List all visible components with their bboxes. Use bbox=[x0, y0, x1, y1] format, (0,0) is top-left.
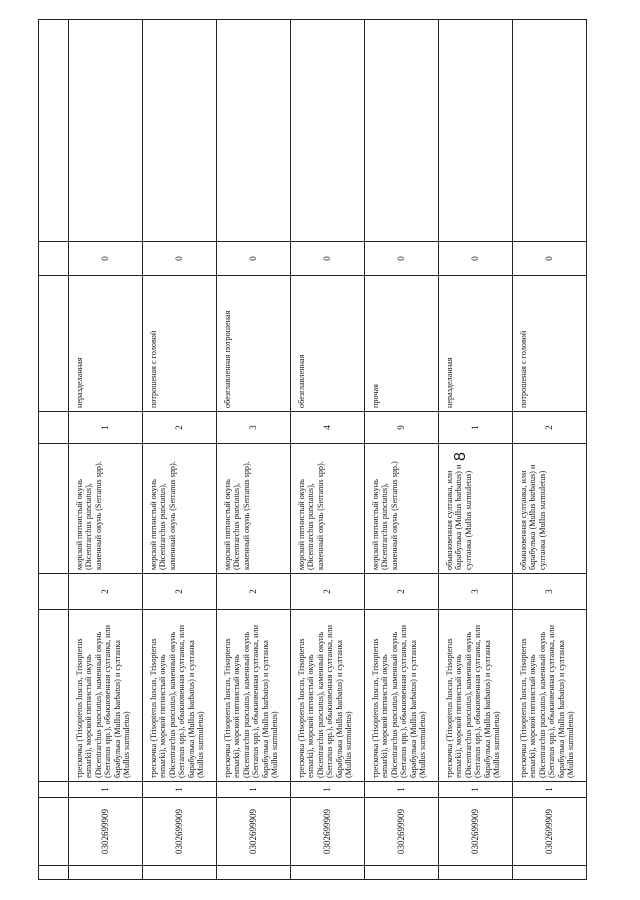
stub-cell bbox=[39, 574, 69, 610]
table-row bbox=[291, 20, 365, 880]
table-row bbox=[365, 20, 439, 880]
blank-cell bbox=[217, 20, 291, 242]
species-all-cell: трескочка (Trisopterus luscus, Trisopterus esmarki), морской пятнистый окунь (Dicentrarchus punctatus), каменный окунь (Serranus spp.), обыкновенная султанка, или барабулька (Mullus barbatus) и султанка (Mullus surmuletus) bbox=[439, 610, 513, 782]
blank-cell bbox=[217, 866, 291, 880]
stub-cell bbox=[39, 444, 69, 574]
code-cell: 0302699909 bbox=[291, 798, 365, 866]
blank-cell bbox=[365, 20, 439, 242]
blank-cell bbox=[69, 866, 143, 880]
value-cell: 0 bbox=[291, 242, 365, 276]
species-group-cell: морской пятнистый окунь (Dicentrarchus punctatus), каменный окунь (Serranus spp). bbox=[143, 444, 217, 574]
stub-cell bbox=[39, 610, 69, 782]
value-cell: 0 bbox=[365, 242, 439, 276]
code-cell: 0302699909 bbox=[365, 798, 439, 866]
level1-number-cell: 1 bbox=[513, 782, 587, 798]
species-group-cell: морской пятнистый окунь (Dicentrarchus punctatus), каменный окунь (Serranus spp). bbox=[291, 444, 365, 574]
species-group-cell: морской пятнистый окунь (Dicentrarchus punctatus), каменный окунь (Serranus spp.) bbox=[365, 444, 439, 574]
species-group-cell: морской пятнистый окунь (Dicentrarchus punctatus), каменный окунь (Serranus spp). bbox=[69, 444, 143, 574]
code-cell: 0302699909 bbox=[217, 798, 291, 866]
page-number: 8 bbox=[452, 452, 469, 461]
processing-cell: неразделанная bbox=[69, 276, 143, 412]
stub-cell bbox=[39, 276, 69, 412]
level3-number-cell: 2 bbox=[143, 412, 217, 444]
level1-number-cell: 1 bbox=[365, 782, 439, 798]
level2-number-cell: 2 bbox=[217, 574, 291, 610]
species-all-cell: трескочка (Trisopterus luscus, Trisopterus esmarki), морской пятнистый окунь (Dicentrarchus punctatus), каменный окунь (Serranus spp.), обыкновенная султанка, или барабулька (Mullus barbatus) и султанка (Mullus surmuletus) bbox=[513, 610, 587, 782]
value-cell: 0 bbox=[217, 242, 291, 276]
table-row bbox=[217, 20, 291, 880]
code-cell: 0302699909 bbox=[69, 798, 143, 866]
level2-number-cell: 3 bbox=[439, 574, 513, 610]
level2-number-cell: 2 bbox=[143, 574, 217, 610]
code-cell: 0302699909 bbox=[513, 798, 587, 866]
table-row bbox=[69, 20, 143, 880]
blank-cell bbox=[513, 20, 587, 242]
species-all-cell: трескочка (Trisopterus luscus, Trisopterus esmarki), морской пятнистый окунь (Dicentrarchus punctatus), каменный окунь (Serranus spp.), обыкновенная султанка, или барабулька (Mullus barbatus) и султанка (Mullus surmuletus) bbox=[365, 610, 439, 782]
species-group-cell: обыкновенная султанка, или барабулька (Mullus barbatus) и султанка (Mullus surmuletus) bbox=[513, 444, 587, 574]
value-cell: 0 bbox=[439, 242, 513, 276]
blank-cell bbox=[143, 866, 217, 880]
table-row bbox=[439, 20, 513, 880]
level1-number-cell: 1 bbox=[69, 782, 143, 798]
table-row bbox=[143, 20, 217, 880]
level1-number-cell: 1 bbox=[439, 782, 513, 798]
stub-cell bbox=[39, 782, 69, 798]
classification-table bbox=[38, 19, 587, 880]
level3-number-cell: 1 bbox=[439, 412, 513, 444]
level1-number-cell: 1 bbox=[143, 782, 217, 798]
table-header-stub bbox=[39, 20, 69, 880]
species-group-cell: морской пятнистый окунь (Dicentrarchus punctatus), каменный окунь (Serranus spp). bbox=[217, 444, 291, 574]
blank-cell bbox=[143, 20, 217, 242]
stub-cell bbox=[39, 866, 69, 880]
level3-number-cell: 9 bbox=[365, 412, 439, 444]
blank-cell bbox=[513, 866, 587, 880]
level3-number-cell: 3 bbox=[217, 412, 291, 444]
species-all-cell: трескочка (Trisopterus luscus, Trisopterus esmarki), морской пятнистый окунь (Dicentrarchus punctatus), каменный окунь (Serranus spp.), обыкновенная султанка, или барабулька (Mullus barbatus) и султанка (Mullus surmuletus) bbox=[291, 610, 365, 782]
level2-number-cell: 2 bbox=[69, 574, 143, 610]
level2-number-cell: 3 bbox=[513, 574, 587, 610]
stub-cell bbox=[39, 798, 69, 866]
level2-number-cell: 2 bbox=[291, 574, 365, 610]
processing-cell: обезглавленная потрошеная bbox=[217, 276, 291, 412]
level2-number-cell: 2 bbox=[365, 574, 439, 610]
level1-number-cell: 1 bbox=[217, 782, 291, 798]
value-cell: 0 bbox=[513, 242, 587, 276]
species-all-cell: трескочка (Trisopterus luscus, Trisopterus esmarki), морской пятнистый окунь (Dicentrarchus punctatus), каменный окунь (Serranus spp.), обыкновенная султанка, или барабулька (Mullus barbatus) и султанка (Mullus surmuletus) bbox=[69, 610, 143, 782]
species-all-cell: трескочка (Trisopterus luscus, Trisopterus esmarki), морской пятнистый окунь (Dicentrarchus punctatus), каменный окунь (Serranus spp.), обыкновенная султанка, или барабулька (Mullus barbatus) и султанка (Mullus surmuletus) bbox=[217, 610, 291, 782]
processing-cell: потрошеная с головой bbox=[513, 276, 587, 412]
processing-cell: прочая bbox=[365, 276, 439, 412]
blank-cell bbox=[291, 866, 365, 880]
blank-cell bbox=[291, 20, 365, 242]
processing-cell: потрошеная с головой bbox=[143, 276, 217, 412]
level3-number-cell: 2 bbox=[513, 412, 587, 444]
code-cell: 0302699909 bbox=[143, 798, 217, 866]
level1-number-cell: 1 bbox=[291, 782, 365, 798]
processing-cell: неразделанная bbox=[439, 276, 513, 412]
level3-number-cell: 4 bbox=[291, 412, 365, 444]
code-cell: 0302699909 bbox=[439, 798, 513, 866]
level3-number-cell: 1 bbox=[69, 412, 143, 444]
stub-cell bbox=[39, 20, 69, 242]
value-cell: 0 bbox=[143, 242, 217, 276]
table-row bbox=[513, 20, 587, 880]
species-group-cell: обыкновенная султанка, или барабулька (Mullus barbatus) и султанка (Mullus surmuletus) bbox=[439, 444, 513, 574]
stub-cell bbox=[39, 242, 69, 276]
blank-cell bbox=[439, 866, 513, 880]
blank-cell bbox=[439, 20, 513, 242]
processing-cell: обезглавленная bbox=[291, 276, 365, 412]
blank-cell bbox=[365, 866, 439, 880]
blank-cell bbox=[69, 20, 143, 242]
value-cell: 0 bbox=[69, 242, 143, 276]
species-all-cell: трескочка (Trisopterus luscus, Trisopterus esmarki), морской пятнистый окунь (Dicentrarchus punctatus), каменный окунь (Serranus spp.), обыкновенная султанка, или барабулька (Mullus barbatus) и султанка (Mullus surmuletus) bbox=[143, 610, 217, 782]
stub-cell bbox=[39, 412, 69, 444]
